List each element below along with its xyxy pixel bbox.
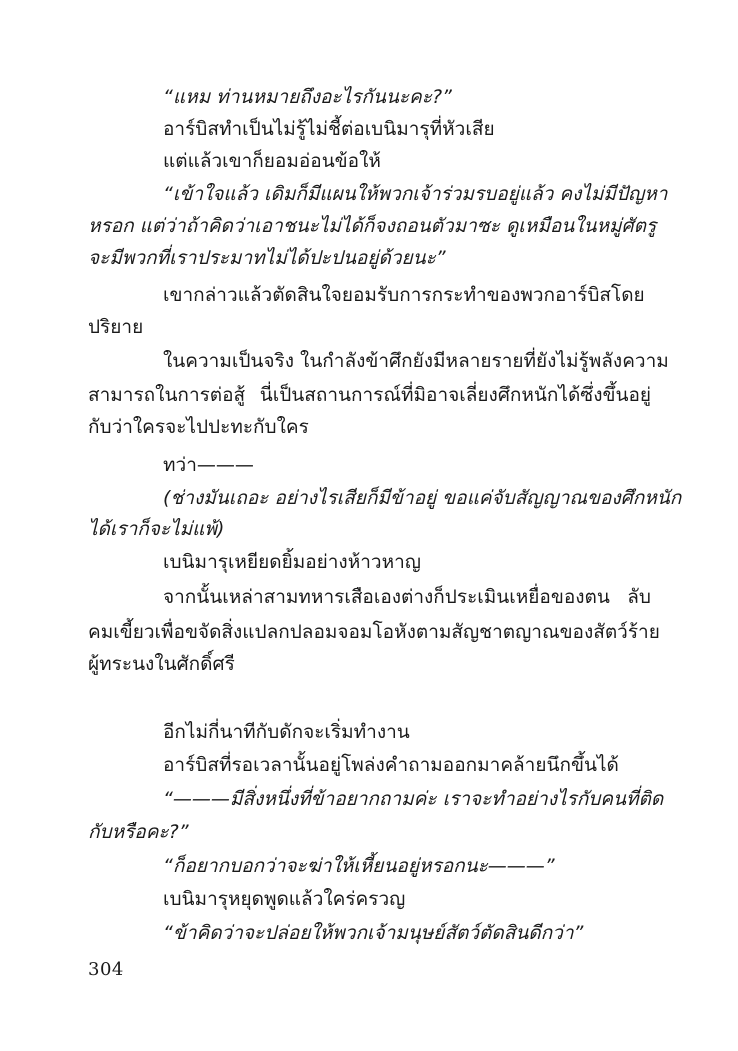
text-line: “———มีสิ่งหนึ่งที่ข้าอยากถามค่ะ เราจะทำอย่างไรกับคนที่ติด [163,788,664,810]
text-line: คมเขี้ยวเพื่อขจัดสิ่งแปลกปลอมจอมโอหังตามสัญชาตญาณของสัตว์ร้าย [88,621,660,643]
text-line: ผู้ทระนงในศักดิ์ศรี [88,653,235,675]
text-line: ปริยาย [88,316,144,338]
text-line: (ช่างมันเถอะ อย่างไรเสียก็มีข้าอยู่ ขอแค่จับสัญญาณของศึกหนัก [163,487,682,509]
text-line: ทว่า——— [163,454,254,476]
text-line: “ก็อยากบอกว่าจะฆ่าให้เหี้ยนอยู่หรอกนะ———” [163,855,555,877]
text-line: สามารถในการต่อสู้ นี่เป็นสถานการณ์ที่มิอาจเลี่ยงศึกหนักได้ซึ่งขึ้นอยู่ [88,384,651,406]
text-line: เบนิมารุเหยียดยิ้มอย่างห้าวหาญ [163,551,421,573]
text-line: กับว่าใครจะไปปะทะกับใคร [88,416,309,438]
text-line: เขากล่าวแล้วตัดสินใจยอมรับการกระทำของพวกอาร์บิสโดย [163,284,645,306]
text-line: อาร์บิสที่รอเวลานั้นอยู่โพล่งคำถามออกมาคล้ายนึกขึ้นได้ [163,754,619,776]
text-line: กับหรือคะ?” [88,821,189,843]
text-line: “แหม ท่านหมายถึงอะไรกันนะคะ?” [163,86,452,108]
text-line: เบนิมารุหยุดพูดแล้วใคร่ครวญ [163,888,406,910]
text-line: “เข้าใจแล้ว เดิมก็มีแผนให้พวกเจ้าร่วมรบอยู่แล้ว คงไม่มีปัญหา [163,183,668,205]
text-line: จากนั้นเหล่าสามทหารเสือเองต่างก็ประเมินเหยื่อของตน ลับ [163,586,651,608]
text-line: หรอก แต่ว่าถ้าคิดว่าเอาชนะไม่ได้ก็จงถอนตัวมาซะ ดูเหมือนในหมู่ศัตรู [88,215,657,237]
page-number: 304 [88,959,124,980]
text-line: ในความเป็นจริง ในกำลังข้าศึกยังมีหลายรายที่ยังไม่รู้พลังความ [163,350,669,372]
text-line: จะมีพวกที่เราประมาทไม่ได้ปะปนอยู่ด้วยนะ” [88,247,446,269]
text-line: อีกไม่กี่นาทีกับดักจะเริ่มทำงาน [163,721,410,743]
text-line: อาร์บิสทำเป็นไม่รู้ไม่ชี้ต่อเบนิมารุที่หัวเสีย [163,118,495,140]
text-line: “ข้าคิดว่าจะปล่อยให้พวกเจ้ามนุษย์สัตว์ตัดสินดีกว่า” [163,922,584,944]
text-line: แต่แล้วเขาก็ยอมอ่อนข้อให้ [163,150,381,172]
text-line: ได้เราก็จะไม่แพ้) [88,518,225,540]
